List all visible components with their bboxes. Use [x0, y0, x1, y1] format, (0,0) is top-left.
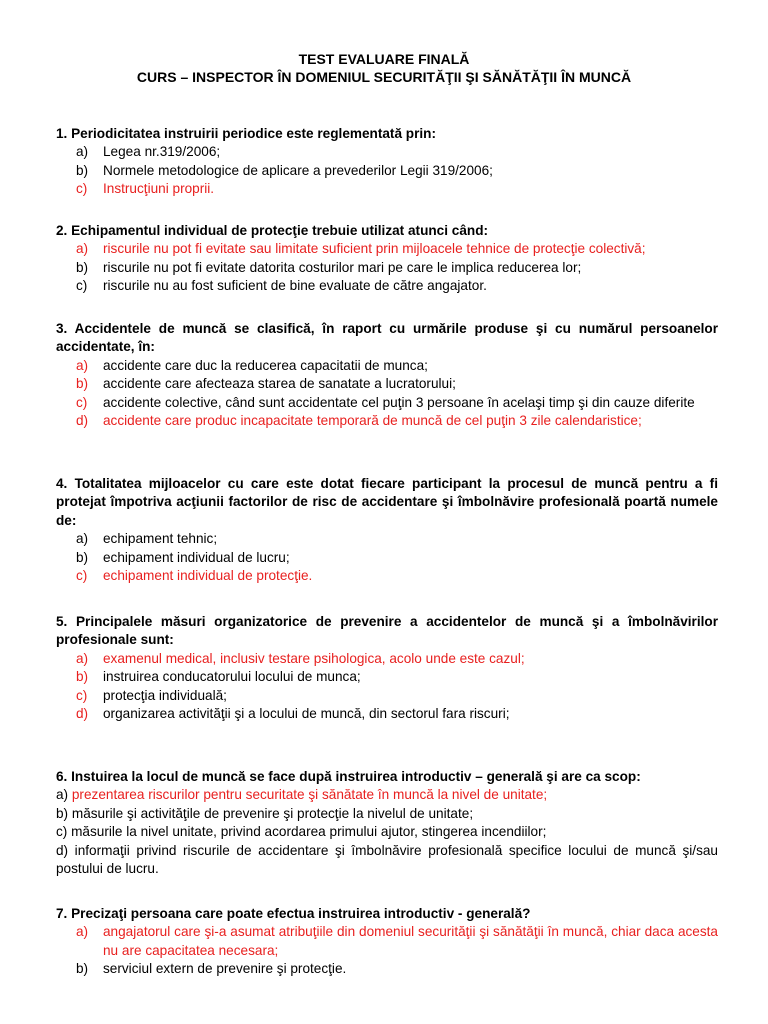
option-text: echipament individual de protecţie.	[103, 568, 313, 584]
question-title: 7. Precizaţi persoana care poate efectua instruirea introductiv - generală?	[56, 906, 531, 921]
option-2c: c) riscurile nu au fost suficient de bine evaluate de către angajator.	[76, 278, 487, 294]
option-1b: b) Normele metodologice de aplicare a prevederilor Legii 319/2006;	[76, 162, 493, 178]
option-text: serviciul extern de prevenire şi protecţie.	[103, 961, 347, 977]
option-text: accidente care duc la reducerea capacitatii de munca;	[103, 357, 428, 373]
option-text: Legea nr.319/2006;	[103, 144, 221, 160]
document-header	[0, 50, 768, 86]
question-title: 5. Principalele măsuri organizatorice de prevenire a accidentelor de muncă şi a îmbolnăvirilor profesionale sunt:	[56, 614, 718, 648]
option-text: examenul medical, inclusiv testare psihologica, acolo unde este cazul;	[103, 650, 525, 666]
question-title: 6. Instuirea la locul de muncă se face după instruirea introductiv – generală şi are ca scop:	[56, 769, 641, 784]
test-title: TEST EVALUARE FINALĂ	[298, 51, 470, 67]
option-text: Instrucţiuni proprii.	[103, 181, 215, 197]
option-4c-correct: c) echipament individual de protecţie.	[76, 568, 313, 584]
question-title: 1. Periodicitatea instruirii periodice este reglementată prin:	[56, 126, 436, 141]
option-text: echipament individual de lucru;	[103, 549, 290, 565]
option-3a: a) accidente care duc la reducerea capacitatii de munca;	[76, 357, 428, 373]
question-4	[56, 475, 718, 585]
option-6c: c) măsurile la nivel unitate, privind acordarea primului ajutor, stingerea incendiilor;	[56, 824, 547, 840]
question-1	[56, 125, 718, 199]
option-text: informaţii privind riscurile de accidentare şi îmbolnăvire profesională specifice locului de muncă şi/sau postului de lucru.	[56, 842, 718, 877]
option-text: măsurile şi activităţile de prevenire şi protecţie la nivelul de unitate;	[71, 805, 474, 821]
option-5c: c) protecţia individuală;	[76, 687, 227, 703]
option-7b: b) serviciul extern de prevenire şi protecţie.	[76, 961, 347, 977]
question-2	[56, 222, 718, 296]
option-text: organizarea activităţii şi a locului de muncă, din sectorul fara riscuri;	[103, 706, 510, 722]
question-7	[56, 905, 718, 979]
option-text: riscurile nu pot fi evitate datorita costurilor mari pe care le implica reducerea lor;	[103, 259, 582, 275]
course-title: CURS – INSPECTOR ÎN DOMENIUL SECURITĂŢII ŞI SĂNĂTĂŢII ÎN MUNCĂ	[136, 69, 632, 85]
option-6a-correct: a) prezentarea riscurilor pentru securitate şi sănătate în muncă la nivel de unitate;	[56, 787, 548, 803]
option-3d-correct: d) accidente care produc incapacitate temporară de muncă de cel puţin 3 zile calendaristice;	[76, 413, 642, 429]
question-title: 3. Accidentele de muncă se clasifică, în raport cu urmările produse şi cu numărul persoanelor accidentate, în:	[56, 321, 718, 355]
option-5b: b) instruirea conducatorului locului de munca;	[76, 669, 361, 685]
option-6b: b) măsurile şi activităţile de prevenire şi protecţie la nivelul de unitate;	[56, 805, 474, 821]
option-text: măsurile la nivel unitate, privind acordarea primului ajutor, stingerea incendiilor;	[71, 824, 547, 840]
question-title: 4. Totalitatea mijloacelor cu care este dotat fiecare participant la procesul de muncă pentru a fi protejat împotriva acţiunii factorilor de risc de accidentare şi îmbolnăvire profesională poartă numele de:	[56, 476, 718, 528]
option-3c: c) accidente colective, când sunt accidentate cel puţin 3 persoane în acelaşi timp şi din cauze diferite	[76, 394, 695, 410]
option-text: accidente colective, când sunt accidentate cel puţin 3 persoane în acelaşi timp şi din cauze diferite	[103, 394, 695, 410]
option-text: angajatorul care şi-a asumat atribuţiile din domeniul securităţii şi sănătăţii în muncă, chiar daca acesta nu are capacitatea necesara;	[103, 924, 718, 958]
option-text: riscurile nu pot fi evitate sau limitate suficient prin mijloacele tehnice de protecţie colectivă;	[103, 241, 646, 257]
option-text: Normele metodologice de aplicare a prevederilor Legii 319/2006;	[103, 162, 493, 178]
option-1a: a) Legea nr.319/2006;	[76, 144, 221, 160]
question-6	[56, 768, 718, 878]
option-5a-correct: a) examenul medical, inclusiv testare psihologica, acolo unde este cazul;	[76, 650, 525, 666]
option-text: protecţia individuală;	[103, 687, 227, 703]
question-3	[56, 320, 718, 430]
option-4a: a) echipament tehnic;	[76, 531, 218, 547]
option-4b: b) echipament individual de lucru;	[76, 549, 290, 565]
option-7a-correct: a) angajatorul care şi-a asumat atribuţiile din domeniul securităţii şi sănătăţii în muncă, chiar daca acesta nu are capacitatea necesara;	[76, 924, 718, 958]
option-text: riscurile nu au fost suficient de bine evaluate de către angajator.	[103, 278, 487, 294]
option-6d: d) informaţii privind riscurile de accidentare şi îmbolnăvire profesională specifice locului de muncă şi/sau postului de lucru.	[56, 842, 718, 877]
option-text: instruirea conducatorului locului de munca;	[103, 669, 361, 685]
option-3b: b) accidente care afecteaza starea de sanatate a lucratorului;	[76, 376, 456, 392]
option-text: accidente care produc incapacitate temporară de muncă de cel puţin 3 zile calendaristice;	[103, 413, 642, 429]
question-5	[56, 613, 718, 723]
option-1c-correct: c) Instrucţiuni proprii.	[76, 181, 215, 197]
option-text: echipament tehnic;	[103, 531, 218, 547]
option-5d: d) organizarea activităţii şi a locului de muncă, din sectorul fara riscuri;	[76, 706, 510, 722]
option-2a-correct: a) riscurile nu pot fi evitate sau limitate suficient prin mijloacele tehnice de protecţie colectivă;	[76, 241, 646, 257]
question-title: 2. Echipamentul individual de protecţie trebuie utilizat atunci când:	[56, 223, 489, 238]
option-2b: b) riscurile nu pot fi evitate datorita costurilor mari pe care le implica reducerea lor;	[76, 259, 582, 275]
option-text: accidente care afecteaza starea de sanatate a lucratorului;	[103, 376, 456, 392]
option-text: prezentarea riscurilor pentru securitate şi sănătate în muncă la nivel de unitate;	[71, 787, 548, 803]
